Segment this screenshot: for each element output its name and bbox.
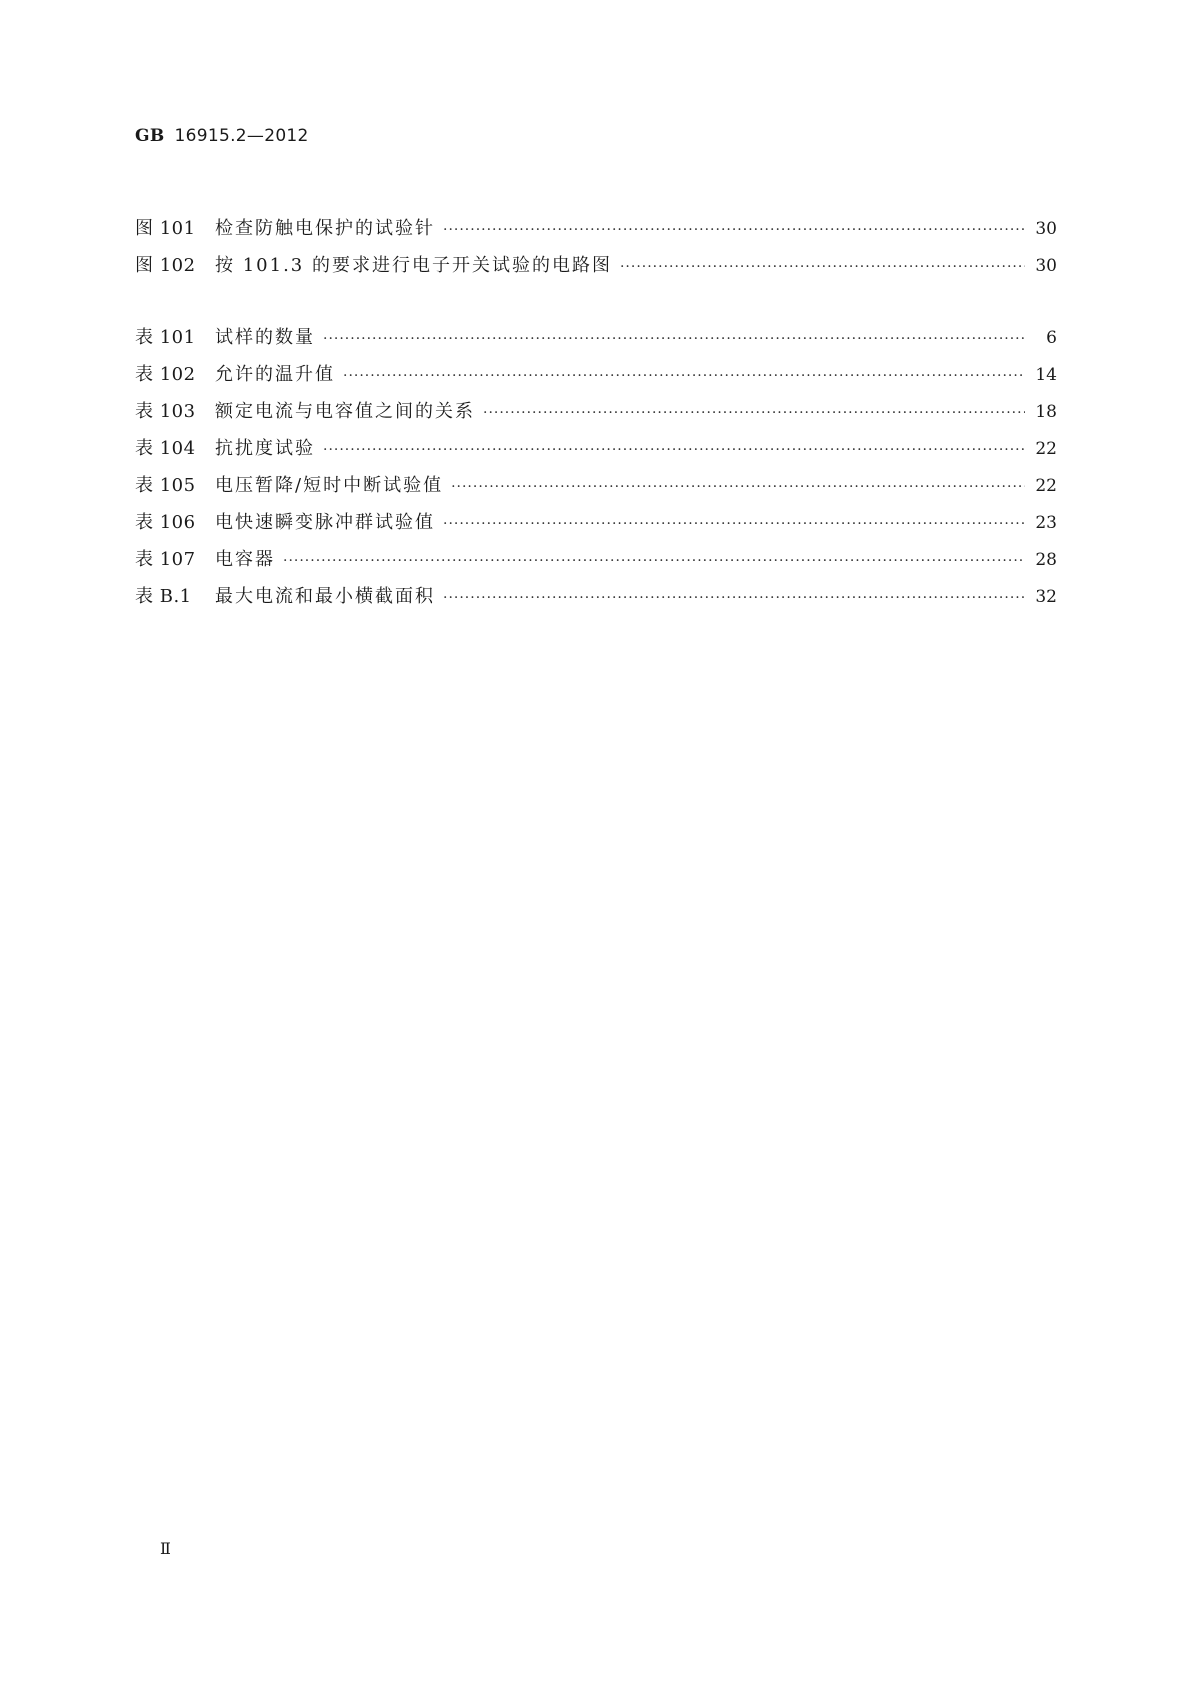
toc-entry-figure-102[interactable] bbox=[135, 251, 1057, 288]
standard-number: 16915.2—2012 bbox=[174, 126, 309, 146]
toc-entry-page: 23 bbox=[1035, 513, 1057, 533]
dot-leader bbox=[483, 405, 1025, 421]
toc-entry-table-b1[interactable] bbox=[135, 582, 1057, 619]
dot-leader bbox=[343, 368, 1025, 384]
toc-entry-title: 抗扰度试验 bbox=[215, 438, 315, 459]
toc-entry-table-101[interactable] bbox=[135, 323, 1057, 360]
toc-entry-page: 18 bbox=[1035, 402, 1057, 422]
toc-entry-table-102[interactable] bbox=[135, 360, 1057, 397]
toc-entry-table-104[interactable] bbox=[135, 434, 1057, 471]
dot-leader bbox=[323, 331, 1025, 347]
dot-leader bbox=[620, 259, 1025, 275]
page-number: Ⅱ bbox=[160, 1539, 171, 1558]
toc-entry-table-105[interactable] bbox=[135, 471, 1057, 508]
toc-entry-label: 表 B.1 bbox=[135, 586, 192, 607]
toc-entry-page: 6 bbox=[1046, 328, 1057, 348]
toc-entry-label: 表 101 bbox=[135, 327, 196, 348]
toc-entry-label: 图 102 bbox=[135, 255, 196, 276]
toc-entry-page: 32 bbox=[1035, 587, 1057, 607]
toc-entry-label: 表 102 bbox=[135, 364, 196, 385]
dot-leader bbox=[443, 222, 1025, 238]
toc-entry-title: 电快速瞬变脉冲群试验值 bbox=[215, 512, 435, 533]
toc-entry-title: 最大电流和最小横截面积 bbox=[215, 586, 435, 607]
toc-entry-title: 允许的温升值 bbox=[215, 364, 335, 385]
figure-list bbox=[135, 214, 1057, 288]
toc-entry-title: 检查防触电保护的试验针 bbox=[215, 218, 435, 239]
toc-entry-table-103[interactable] bbox=[135, 397, 1057, 434]
toc-entry-page: 30 bbox=[1035, 256, 1057, 276]
standard-prefix: GB bbox=[135, 126, 165, 146]
toc-entry-figure-101[interactable] bbox=[135, 214, 1057, 251]
toc-entry-table-107[interactable] bbox=[135, 545, 1057, 582]
dot-leader bbox=[443, 590, 1025, 606]
toc-entry-page: 22 bbox=[1035, 476, 1057, 496]
toc-entry-title: 电容器 bbox=[215, 549, 275, 570]
table-list bbox=[135, 323, 1057, 619]
toc-entry-label: 表 106 bbox=[135, 512, 196, 533]
toc-entry-table-106[interactable] bbox=[135, 508, 1057, 545]
toc-entry-page: 14 bbox=[1035, 365, 1057, 385]
toc-entry-page: 30 bbox=[1035, 219, 1057, 239]
toc-entry-page: 22 bbox=[1035, 439, 1057, 459]
toc-entry-label: 表 107 bbox=[135, 549, 196, 570]
toc-entry-label: 表 103 bbox=[135, 401, 196, 422]
toc-entry-title: 按 101.3 的要求进行电子开关试验的电路图 bbox=[215, 255, 612, 276]
toc-entry-title: 额定电流与电容值之间的关系 bbox=[215, 401, 475, 422]
toc-entry-label: 表 105 bbox=[135, 475, 196, 496]
dot-leader bbox=[443, 516, 1025, 532]
toc-entry-label: 图 101 bbox=[135, 218, 196, 239]
dot-leader bbox=[323, 442, 1025, 458]
dot-leader bbox=[451, 479, 1025, 495]
toc-entry-title: 试样的数量 bbox=[215, 327, 315, 348]
toc-entry-page: 28 bbox=[1035, 550, 1057, 570]
toc-entry-title: 电压暂降/短时中断试验值 bbox=[215, 475, 444, 496]
dot-leader bbox=[283, 553, 1025, 569]
toc-entry-label: 表 104 bbox=[135, 438, 196, 459]
document-header bbox=[135, 126, 309, 146]
